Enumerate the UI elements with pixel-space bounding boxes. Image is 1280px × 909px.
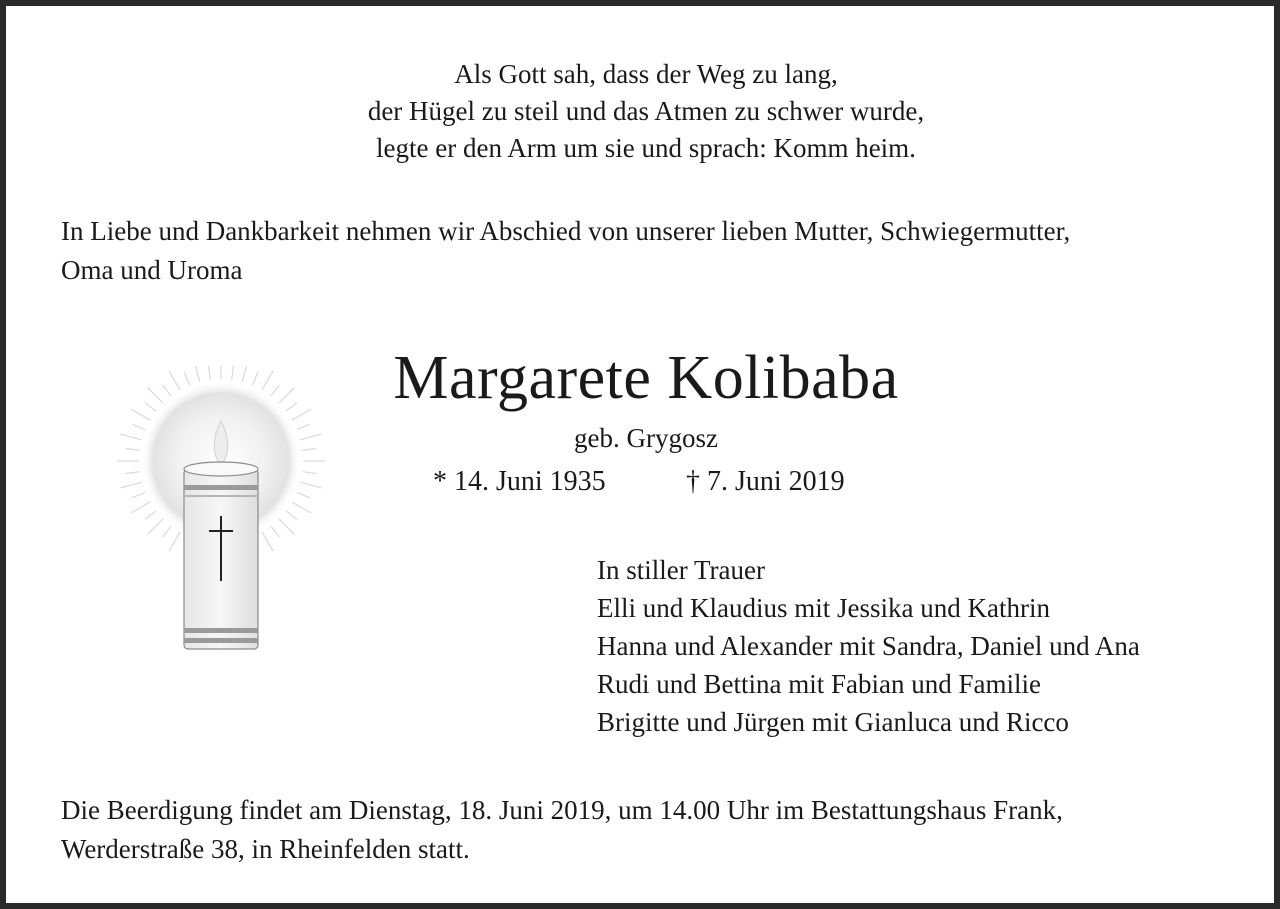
glow-ray (163, 526, 172, 537)
mourner-line: Hanna und Alexander mit Sandra, Daniel und Ana (597, 631, 1140, 661)
mourner-line: Rudi und Bettina mit Fabian und Familie (597, 669, 1041, 699)
glow-ray (262, 532, 273, 551)
birth-date: * 14. Juni 1935 (433, 466, 606, 497)
verse-line: der Hügel zu steil und das Atmen zu schwer wurde, (367, 96, 925, 126)
mourner-line: Elli und Klaudius mit Jessika und Kathrin (597, 593, 1050, 623)
intro-line: Oma und Uroma (61, 255, 243, 285)
deceased-name: Margarete Kolibaba (393, 344, 899, 412)
mourners-list (597, 551, 1140, 741)
glow-ray (300, 482, 321, 488)
maiden-name: geb. Grygosz (574, 423, 718, 453)
glow-ray (286, 511, 297, 520)
death-date: † 7. Juni 2019 (686, 466, 845, 497)
glow-ray (121, 482, 142, 488)
glow-ray (132, 492, 145, 497)
glow-ray (297, 492, 310, 497)
glow-ray (126, 472, 140, 474)
funeral-line: Die Beerdigung findet am Dienstag, 18. Juni 2019, um 14.00 Uhr im Bestattungshaus Frank, (61, 795, 1063, 825)
glow-ray (131, 502, 150, 513)
glow-ray (147, 519, 163, 535)
mourner-line: Brigitte und Jürgen mit Gianluca und Ricco (597, 707, 1069, 737)
verse-line: legte er den Arm um sie und sprach: Komm heim. (376, 133, 916, 163)
glow-ray (271, 526, 280, 537)
mourners-heading: In stiller Trauer (597, 555, 765, 585)
funeral-details (61, 791, 1241, 869)
glow-ray (279, 519, 295, 535)
glow-ray (169, 532, 180, 551)
glow-ray (145, 511, 156, 520)
funeral-line: Werderstraße 38, in Rheinfelden statt. (61, 834, 470, 864)
memorial-verse (6, 56, 1280, 167)
intro-line: In Liebe und Dankbarkeit nehmen wir Abschied von unserer lieben Mutter, Schwiegermutter, (61, 216, 1071, 246)
verse-line: Als Gott sah, dass der Weg zu lang, (454, 59, 838, 89)
glow-ray (302, 472, 316, 474)
glow-ray (292, 502, 311, 513)
farewell-intro (61, 212, 1241, 290)
